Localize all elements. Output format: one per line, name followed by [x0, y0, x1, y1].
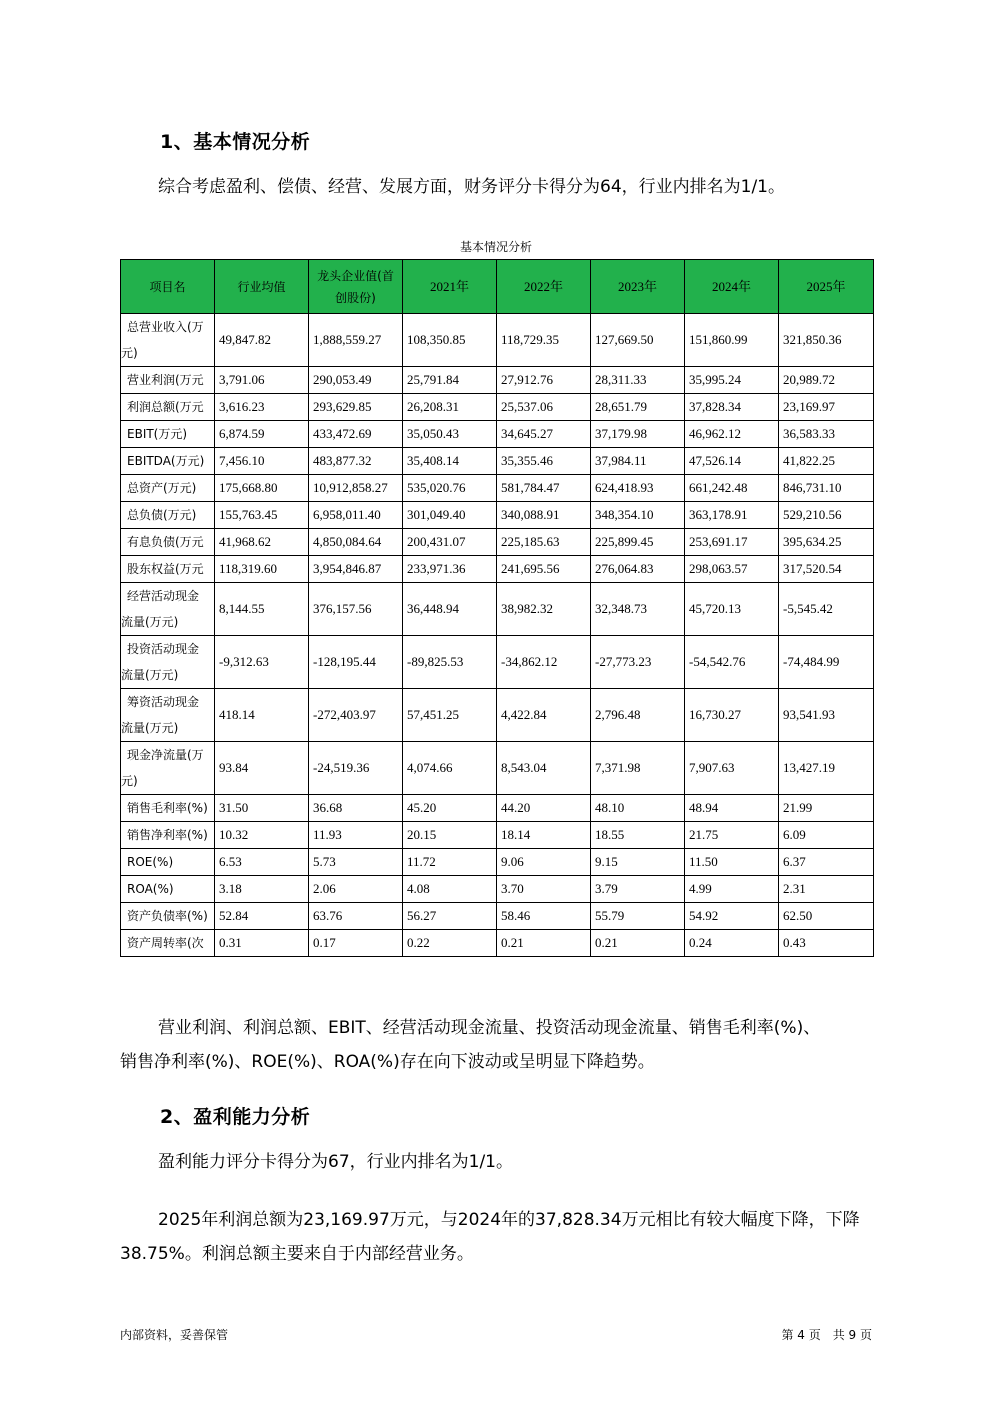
header-item-name: 项目名: [121, 260, 215, 314]
row-value: 233,971.36: [403, 556, 497, 583]
row-value: 0.24: [685, 930, 779, 957]
table-row: [121, 529, 874, 556]
row-value: 57,451.25: [403, 689, 497, 742]
row-value: 62.50: [779, 903, 874, 930]
row-value: 581,784.47: [497, 475, 591, 502]
row-label: 资产负债率(%): [121, 903, 215, 930]
row-value: 151,860.99: [685, 314, 779, 367]
row-value: 37,179.98: [591, 421, 685, 448]
table-row: [121, 849, 874, 876]
row-value: -54,542.76: [685, 636, 779, 689]
table-row: [121, 795, 874, 822]
row-value: 35,408.14: [403, 448, 497, 475]
row-value: -27,773.23: [591, 636, 685, 689]
table-header-row: [121, 260, 874, 314]
row-value: 118,319.60: [215, 556, 309, 583]
row-label: 投资活动现金流量(万元): [121, 636, 215, 689]
row-value: 6.37: [779, 849, 874, 876]
row-value: -24,519.36: [309, 742, 403, 795]
row-value: 241,695.56: [497, 556, 591, 583]
trend-paragraph: [120, 1011, 872, 1079]
row-value: 298,063.57: [685, 556, 779, 583]
row-value: 846,731.10: [779, 475, 874, 502]
row-value: 301,049.40: [403, 502, 497, 529]
table-row: [121, 556, 874, 583]
row-value: 46,962.12: [685, 421, 779, 448]
row-value: -128,195.44: [309, 636, 403, 689]
row-value: 41,968.62: [215, 529, 309, 556]
row-value: 293,629.85: [309, 394, 403, 421]
row-value: 6.53: [215, 849, 309, 876]
row-value: 36.68: [309, 795, 403, 822]
row-value: 54.92: [685, 903, 779, 930]
row-value: -272,403.97: [309, 689, 403, 742]
row-value: 535,020.76: [403, 475, 497, 502]
row-value: 41,822.25: [779, 448, 874, 475]
row-value: 340,088.91: [497, 502, 591, 529]
row-value: 253,691.17: [685, 529, 779, 556]
row-label: 销售毛利率(%): [121, 795, 215, 822]
table-row: [121, 583, 874, 636]
row-value: 395,634.25: [779, 529, 874, 556]
row-value: 6,874.59: [215, 421, 309, 448]
row-value: 7,907.63: [685, 742, 779, 795]
row-value: 363,178.91: [685, 502, 779, 529]
row-value: 0.21: [497, 930, 591, 957]
row-value: 48.10: [591, 795, 685, 822]
row-value: 0.31: [215, 930, 309, 957]
row-label: 经营活动现金流量(万元): [121, 583, 215, 636]
profit-text-line2: 38.75%。利润总额主要来自于内部经营业务。: [120, 1244, 474, 1264]
section1-intro: [120, 170, 872, 204]
row-value: 127,669.50: [591, 314, 685, 367]
row-value: 47,526.14: [685, 448, 779, 475]
row-value: 26,208.31: [403, 394, 497, 421]
row-value: -9,312.63: [215, 636, 309, 689]
row-value: 45.20: [403, 795, 497, 822]
row-value: 35,050.43: [403, 421, 497, 448]
row-value: 7,371.98: [591, 742, 685, 795]
row-value: 321,850.36: [779, 314, 874, 367]
row-value: 4,850,084.64: [309, 529, 403, 556]
row-value: 155,763.45: [215, 502, 309, 529]
table-row: [121, 448, 874, 475]
row-label: 营业利润(万元: [121, 367, 215, 394]
header-leader-value: 龙头企业值(首创股份): [309, 260, 403, 314]
trend-text-line2: 销售净利率(%)、ROE(%)、ROA(%)存在向下波动或呈明显下降趋势。: [120, 1052, 655, 1072]
row-value: 290,053.49: [309, 367, 403, 394]
row-value: 483,877.32: [309, 448, 403, 475]
row-value: 8,543.04: [497, 742, 591, 795]
row-value: 21.99: [779, 795, 874, 822]
section2-score-text: 盈利能力评分卡得分为67，行业内排名为1/1。: [158, 1152, 513, 1172]
row-value: 9.06: [497, 849, 591, 876]
trend-text-line1: 营业利润、利润总额、EBIT、经营活动现金流量、投资活动现金流量、销售毛利率(%)、: [158, 1018, 821, 1038]
row-value: 36,583.33: [779, 421, 874, 448]
row-value: 37,984.11: [591, 448, 685, 475]
table-row: [121, 475, 874, 502]
table-row: [121, 822, 874, 849]
row-value: 11.72: [403, 849, 497, 876]
row-value: 63.76: [309, 903, 403, 930]
row-label: 总负债(万元): [121, 502, 215, 529]
row-value: 16,730.27: [685, 689, 779, 742]
row-value: 0.22: [403, 930, 497, 957]
section1-heading: 1、基本情况分析: [160, 131, 311, 153]
row-value: 661,242.48: [685, 475, 779, 502]
row-value: 0.21: [591, 930, 685, 957]
row-value: -34,862.12: [497, 636, 591, 689]
row-value: 4.99: [685, 876, 779, 903]
section2-score: [120, 1145, 872, 1179]
row-value: 5.73: [309, 849, 403, 876]
row-value: 18.55: [591, 822, 685, 849]
row-value: 25,537.06: [497, 394, 591, 421]
row-value: 2.31: [779, 876, 874, 903]
row-value: 25,791.84: [403, 367, 497, 394]
row-value: 529,210.56: [779, 502, 874, 529]
row-label: ROE(%): [121, 849, 215, 876]
row-value: -5,545.42: [779, 583, 874, 636]
header-year-2022: 2022年: [497, 260, 591, 314]
row-label: 总营业收入(万元): [121, 314, 215, 367]
row-value: 175,668.80: [215, 475, 309, 502]
row-value: 49,847.82: [215, 314, 309, 367]
row-value: 35,995.24: [685, 367, 779, 394]
table-caption: 基本情况分析: [459, 240, 532, 254]
table-row: [121, 876, 874, 903]
row-value: 2.06: [309, 876, 403, 903]
row-value: 0.17: [309, 930, 403, 957]
row-value: 118,729.35: [497, 314, 591, 367]
row-value: 4,422.84: [497, 689, 591, 742]
row-label: 有息负债(万元: [121, 529, 215, 556]
row-label: 资产周转率(次: [121, 930, 215, 957]
table-row: [121, 689, 874, 742]
row-value: 108,350.85: [403, 314, 497, 367]
row-label: ROA(%): [121, 876, 215, 903]
footer-page-number: 第 4 页 共 9 页: [781, 1328, 872, 1342]
row-value: 38,982.32: [497, 583, 591, 636]
row-value: 58.46: [497, 903, 591, 930]
row-label: 筹资活动现金流量(万元): [121, 689, 215, 742]
section1-intro-text: 综合考虑盈利、偿债、经营、发展方面，财务评分卡得分为64，行业内排名为1/1。: [158, 177, 785, 197]
table-row: [121, 636, 874, 689]
row-value: 6,958,011.40: [309, 502, 403, 529]
table-row: [121, 930, 874, 957]
row-value: 348,354.10: [591, 502, 685, 529]
row-value: 36,448.94: [403, 583, 497, 636]
row-value: 27,912.76: [497, 367, 591, 394]
row-value: 93,541.93: [779, 689, 874, 742]
header-industry-avg: 行业均值: [215, 260, 309, 314]
row-value: 276,064.83: [591, 556, 685, 583]
footer-left: 内部资料，妥善保管: [120, 1328, 229, 1342]
row-value: 418.14: [215, 689, 309, 742]
row-value: -74,484.99: [779, 636, 874, 689]
header-year-2024: 2024年: [685, 260, 779, 314]
row-value: 4,074.66: [403, 742, 497, 795]
row-value: 3.79: [591, 876, 685, 903]
row-value: 0.43: [779, 930, 874, 957]
row-value: 31.50: [215, 795, 309, 822]
table-row: [121, 903, 874, 930]
section2-heading: 2、盈利能力分析: [160, 1106, 311, 1128]
row-value: 21.75: [685, 822, 779, 849]
row-value: 11.93: [309, 822, 403, 849]
row-value: 28,651.79: [591, 394, 685, 421]
row-label: 股东权益(万元: [121, 556, 215, 583]
row-value: 225,185.63: [497, 529, 591, 556]
row-value: 37,828.34: [685, 394, 779, 421]
row-label: EBITDA(万元): [121, 448, 215, 475]
row-value: 32,348.73: [591, 583, 685, 636]
row-label: 现金净流量(万元): [121, 742, 215, 795]
table-row: [121, 367, 874, 394]
row-value: 34,645.27: [497, 421, 591, 448]
row-value: 3.18: [215, 876, 309, 903]
row-value: 93.84: [215, 742, 309, 795]
row-value: 13,427.19: [779, 742, 874, 795]
row-value: 9.15: [591, 849, 685, 876]
row-value: 48.94: [685, 795, 779, 822]
header-year-2021: 2021年: [403, 260, 497, 314]
table-row: [121, 502, 874, 529]
profit-paragraph: [120, 1203, 872, 1271]
table-row: [121, 314, 874, 367]
row-value: 376,157.56: [309, 583, 403, 636]
row-value: 624,418.93: [591, 475, 685, 502]
row-value: 28,311.33: [591, 367, 685, 394]
row-value: 52.84: [215, 903, 309, 930]
row-value: 35,355.46: [497, 448, 591, 475]
profit-text-line1: 2025年利润总额为23,169.97万元，与2024年的37,828.34万元相比有较大幅度下降，下降: [158, 1210, 860, 1230]
row-value: 7,456.10: [215, 448, 309, 475]
row-value: 10.32: [215, 822, 309, 849]
row-value: 3,954,846.87: [309, 556, 403, 583]
row-value: 10,912,858.27: [309, 475, 403, 502]
table-row: [121, 394, 874, 421]
financial-table: [120, 259, 874, 957]
row-value: 4.08: [403, 876, 497, 903]
row-value: 20,989.72: [779, 367, 874, 394]
row-value: 11.50: [685, 849, 779, 876]
row-value: 44.20: [497, 795, 591, 822]
row-value: 18.14: [497, 822, 591, 849]
row-label: EBIT(万元): [121, 421, 215, 448]
row-value: 56.27: [403, 903, 497, 930]
row-value: 1,888,559.27: [309, 314, 403, 367]
row-value: 200,431.07: [403, 529, 497, 556]
row-value: 3.70: [497, 876, 591, 903]
row-label: 销售净利率(%): [121, 822, 215, 849]
row-value: 23,169.97: [779, 394, 874, 421]
row-label: 利润总额(万元: [121, 394, 215, 421]
row-value: 3,616.23: [215, 394, 309, 421]
row-label: 总资产(万元): [121, 475, 215, 502]
row-value: 8,144.55: [215, 583, 309, 636]
row-value: 2,796.48: [591, 689, 685, 742]
row-value: 20.15: [403, 822, 497, 849]
header-year-2023: 2023年: [591, 260, 685, 314]
row-value: 317,520.54: [779, 556, 874, 583]
row-value: 225,899.45: [591, 529, 685, 556]
row-value: 3,791.06: [215, 367, 309, 394]
row-value: 433,472.69: [309, 421, 403, 448]
table-row: [121, 421, 874, 448]
table-row: [121, 742, 874, 795]
row-value: -89,825.53: [403, 636, 497, 689]
row-value: 55.79: [591, 903, 685, 930]
row-value: 45,720.13: [685, 583, 779, 636]
header-year-2025: 2025年: [779, 260, 874, 314]
row-value: 6.09: [779, 822, 874, 849]
